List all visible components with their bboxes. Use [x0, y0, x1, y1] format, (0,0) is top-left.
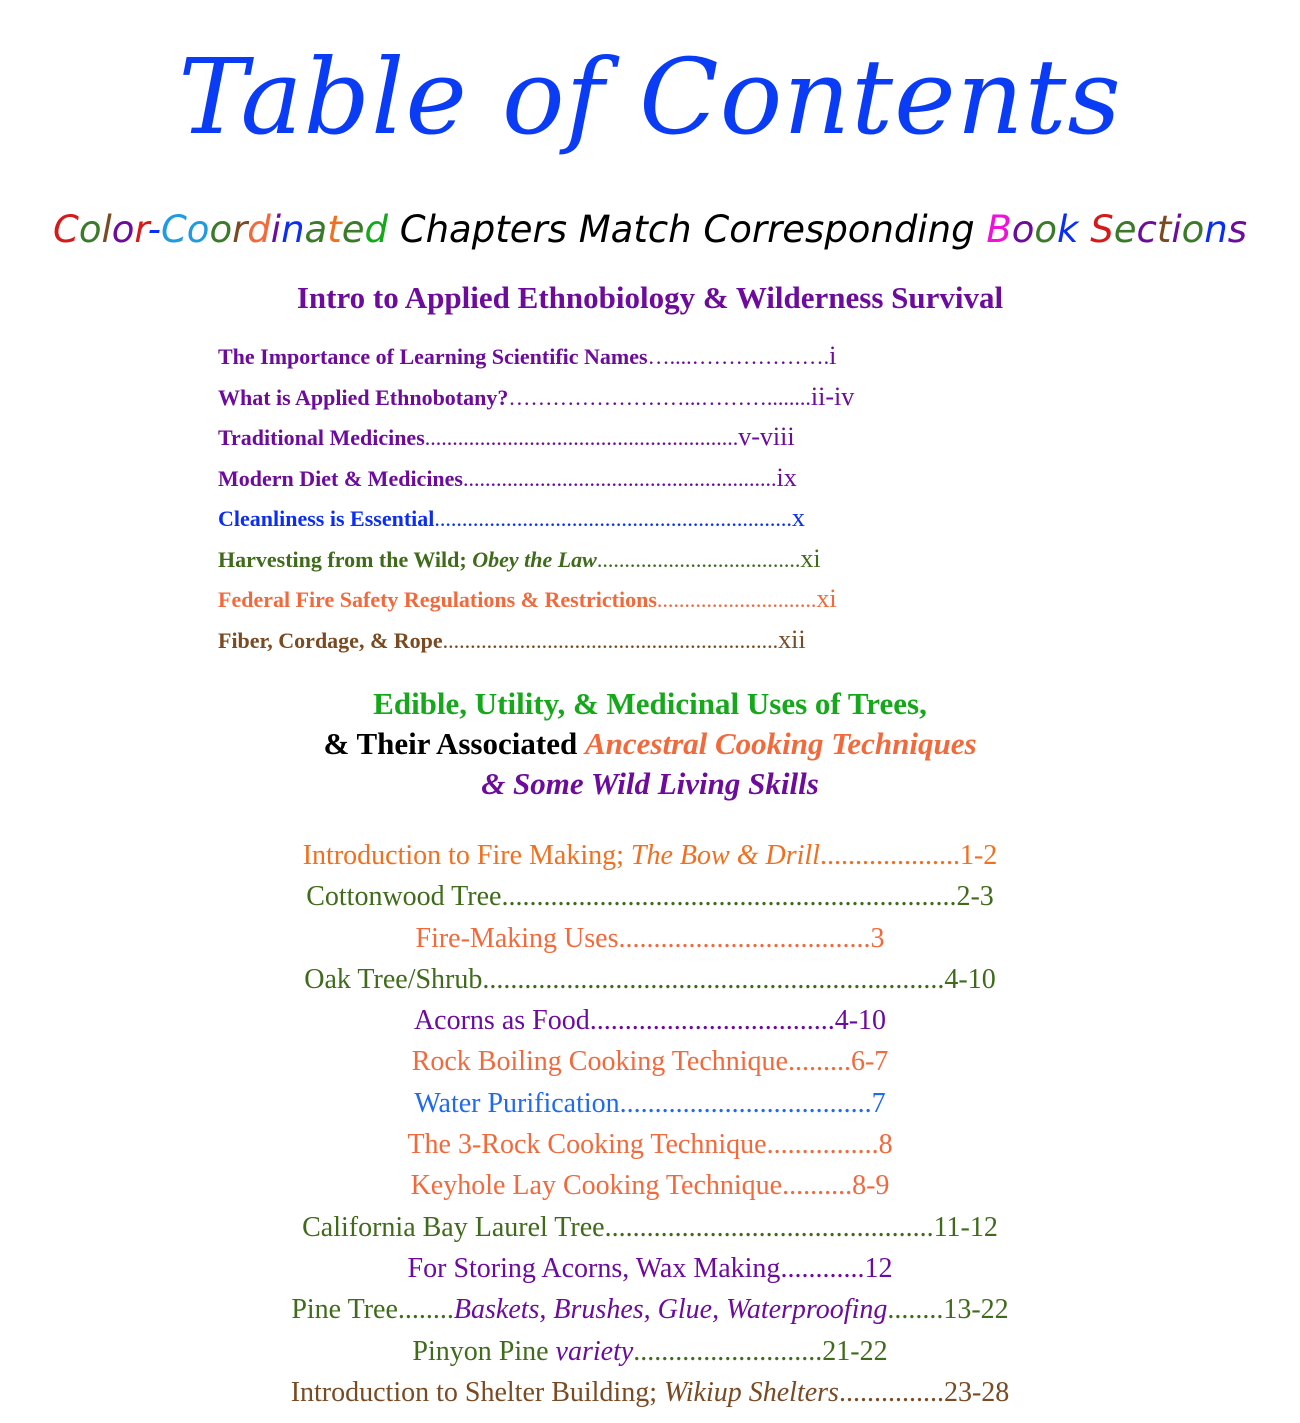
entry-leader: ......................................................... [463, 465, 777, 491]
toc-entry [0, 1165, 1300, 1206]
section1-heading: Intro to Applied Ethnobiology & Wilderness Survival [296, 280, 1004, 315]
subtitle-segment: o [1011, 208, 1035, 251]
entry-label: Pine Tree [291, 1294, 398, 1326]
entry-leader: ..................................... [596, 546, 801, 572]
subtitle-segment: o [111, 208, 135, 251]
entry-page: v-viii [738, 422, 795, 451]
toc-entry [0, 1083, 1300, 1124]
entry-label: Oak Tree/Shrub [304, 963, 483, 995]
entry-label-italic: Baskets, Brushes, Glue, Waterproofing [453, 1294, 888, 1326]
subtitle-segment: B [986, 208, 1012, 251]
subtitle-segment: s [1227, 208, 1248, 251]
subtitle-segment: - [147, 208, 161, 251]
entry-page: 8-9 [852, 1170, 890, 1202]
subtitle-segment: o [186, 208, 210, 251]
subtitle-segment: t [327, 208, 342, 251]
subtitle-segment: S [1090, 208, 1114, 251]
entry-leader: ......... [787, 1046, 851, 1078]
toc-entry [0, 918, 1300, 959]
subtitle-segment: r [134, 208, 148, 251]
entry-page: ix [776, 462, 797, 492]
entry-leader: ............................. [656, 587, 817, 612]
entry-leader: ……………………...………........ [508, 384, 811, 410]
entry-leader: ............................................... [604, 1211, 934, 1243]
entry-page: 23-28 [943, 1376, 1010, 1408]
subtitle-segment: a [304, 208, 328, 251]
section2-heading-line2-prefix: & Their Associated [323, 726, 585, 761]
page-title: Table of Contents [178, 36, 1122, 158]
entry-leader: .......... [782, 1170, 853, 1202]
entry-label: Cleanliness is Essential [218, 506, 435, 531]
section2-heading-line3: & Some Wild Living Skills [481, 766, 819, 801]
entry-page: 13-22 [943, 1294, 1009, 1326]
entry-page: 7 [871, 1087, 886, 1119]
entry-label: Water Purification [414, 1087, 620, 1119]
entry-label: Federal Fire Safety Regulations & Restrictions [218, 587, 657, 612]
subtitle-segment: o [78, 208, 102, 251]
toc-entry [218, 539, 1098, 580]
entry-leader: ........ [397, 1294, 454, 1326]
entry-label: Traditional Medicines [218, 425, 425, 450]
toc-entry [0, 1331, 1300, 1372]
entry-label: Harvesting from the Wild; [218, 546, 473, 572]
entry-page: 8 [878, 1129, 893, 1161]
subtitle-segment: d [364, 208, 388, 251]
subtitle-segment: C [160, 208, 187, 251]
entry-page: 4-10 [944, 963, 996, 995]
entry-page: 11-12 [933, 1211, 998, 1243]
entry-label-italic: Wikiup Shelters [663, 1376, 839, 1408]
entry-label: Modern Diet & Medicines [218, 465, 463, 491]
subtitle-segment: k [1057, 208, 1079, 251]
toc-entry [0, 1124, 1300, 1165]
section2-heading [0, 684, 1300, 804]
toc-entry [218, 579, 1098, 620]
toc-entry [0, 1207, 1300, 1248]
section2-heading-line2-italic: Ancestral Cooking Techniques [584, 726, 977, 761]
entry-label: What is Applied Ethnobotany? [218, 384, 509, 410]
subtitle-segment: o [209, 208, 233, 251]
entry-label: Pinyon Pine [412, 1335, 556, 1367]
toc-entry [0, 1372, 1300, 1413]
subtitle-segment: c [1136, 208, 1157, 251]
entry-page: 4-10 [834, 1005, 887, 1037]
entry-label: Cottonwood Tree [306, 881, 502, 913]
entry-page: 3 [870, 922, 885, 954]
toc-entry [218, 336, 1098, 377]
entry-leader: ................ [766, 1129, 879, 1161]
entry-leader: …....………………. [647, 344, 830, 369]
section2-heading-line1: Edible, Utility, & Medicinal Uses of Trees, [373, 686, 927, 721]
entry-page: x [791, 503, 805, 532]
entry-page: ii-iv [810, 381, 855, 411]
toc-entry [0, 876, 1300, 917]
entry-label: For Storing Acorns, Wax Making [407, 1252, 781, 1284]
subtitle-segment: Chapters Match Corresponding [388, 208, 987, 251]
entry-label: The Importance of Learning Scientific Names [218, 344, 648, 369]
entry-label: California Bay Laurel Tree [302, 1211, 605, 1243]
subtitle-segment: o [1181, 208, 1205, 251]
entry-page: xi [816, 584, 837, 613]
toc-entry [0, 959, 1300, 1000]
entry-page: 12 [864, 1252, 893, 1284]
subtitle-segment: o [1034, 208, 1058, 251]
subtitle-segment: n [1204, 208, 1228, 251]
entry-leader: ........................... [633, 1335, 823, 1367]
subtitle-segment: C [52, 208, 79, 251]
toc-entry [0, 1248, 1300, 1289]
entry-leader: .................................... [619, 1087, 872, 1119]
subtitle-segment: d [247, 208, 271, 251]
subtitle [0, 202, 1300, 258]
toc-entry [0, 1289, 1300, 1330]
toc-entry [218, 377, 1098, 418]
toc-entry [218, 498, 1098, 539]
entry-page: 2-3 [956, 881, 994, 913]
entry-leader: ............... [838, 1376, 944, 1408]
entry-label-italic: variety [555, 1335, 634, 1367]
entry-page: 6-7 [850, 1046, 889, 1078]
entry-leader: ......................................................... [424, 425, 739, 450]
subtitle-segment: e [1113, 208, 1137, 251]
toc-entry [0, 835, 1300, 876]
entry-label-italic: The Bow & Drill [630, 840, 820, 871]
section1-toc [218, 336, 1098, 660]
entry-label: Introduction to Fire Making; [302, 840, 631, 871]
entry-leader: ................................................................. [501, 881, 957, 913]
entry-page: 1-2 [959, 840, 998, 871]
entry-leader: ................................... [589, 1005, 835, 1037]
entry-label: Fiber, Cordage, & Rope [218, 627, 443, 653]
section2-heading-line2 [0, 724, 1300, 764]
entry-leader: ............................................................. [442, 627, 779, 653]
entry-label: Acorns as Food [413, 1005, 590, 1037]
entry-label: Fire-Making Uses [415, 922, 619, 954]
subtitle-segment: i [1171, 208, 1182, 251]
subtitle-segment: r [232, 208, 248, 251]
entry-leader: .................... [819, 840, 960, 871]
entry-leader: .................................................................. [482, 963, 945, 995]
toc-entry [0, 1041, 1300, 1082]
entry-label: Rock Boiling Cooking Technique [411, 1046, 788, 1078]
entry-label: The 3-Rock Cooking Technique [407, 1129, 767, 1161]
entry-leader: ........ [887, 1294, 944, 1326]
subtitle-segment: n [281, 208, 305, 251]
toc-entry [218, 458, 1098, 499]
entry-page: xii [778, 624, 806, 654]
entry-page: xi [800, 543, 821, 573]
toc-entry [218, 620, 1098, 661]
subtitle-segment [1078, 208, 1090, 251]
entry-page: i [829, 341, 837, 370]
entry-leader: ................................................................. [434, 506, 792, 531]
entry-leader: .................................... [618, 922, 871, 954]
entry-label: Keyhole Lay Cooking Technique [410, 1170, 783, 1202]
entry-label: Introduction to Shelter Building; [290, 1376, 664, 1408]
subtitle-segment: t [1156, 208, 1172, 251]
subtitle-segment: i [270, 208, 282, 251]
toc-entry [218, 417, 1098, 458]
entry-page: 21-22 [822, 1335, 888, 1367]
entry-leader: ............ [780, 1252, 865, 1284]
entry-label-italic: Obey the Law [472, 546, 597, 572]
section2-toc [0, 835, 1300, 1413]
toc-entry [0, 1000, 1300, 1041]
subtitle-segment: l [101, 208, 112, 251]
subtitle-segment: e [341, 208, 365, 251]
